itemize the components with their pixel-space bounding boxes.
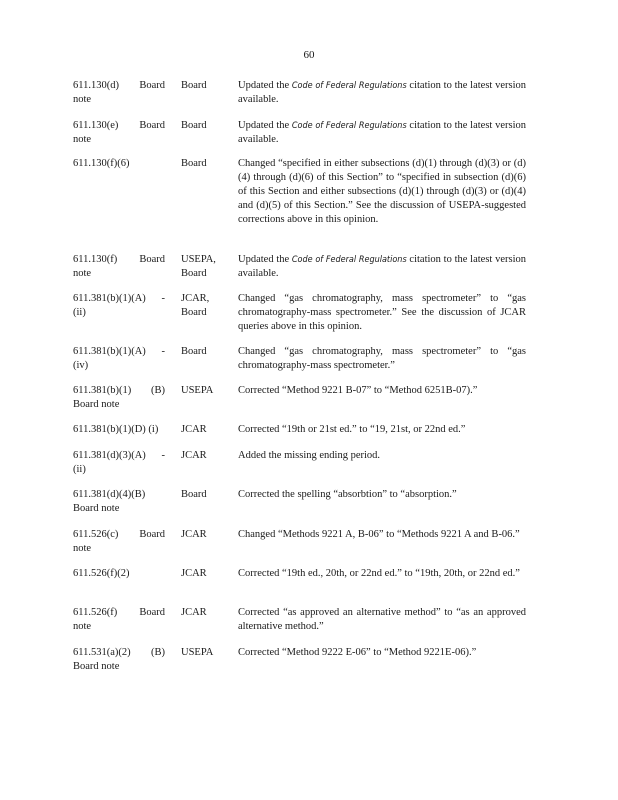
change-text-tail: citation to the latest version available.	[238, 254, 526, 279]
source-cell: JCAR	[181, 450, 207, 461]
change-cell	[238, 646, 526, 660]
change-cell	[238, 157, 526, 227]
change-text: Changed “specified in either subsections (d)(1) through (d)(3) or (d)(4) through (d)(6) of this Section” to “specified in subsection (d)(6) of this Section and either subsections (d)(1) through (d)(3) or (d)(4) and (d)(5) of this Section.” See the discussion of USEPA-suggested corrections above in this opinion.	[238, 158, 526, 225]
source-cell: JCAR	[181, 424, 207, 435]
change-cell	[238, 79, 526, 107]
source-cell: Board	[181, 80, 207, 91]
source-cell: JCAR, Board	[181, 293, 210, 318]
change-text: Corrected “Method 9222 E-06” to “Method 9221E-06).”	[238, 647, 477, 658]
page-number: 60	[303, 49, 315, 61]
change-cell	[238, 384, 526, 398]
section-cell: 611.381(d)(4)(B) Board note	[73, 489, 146, 514]
source-cell: USEPA	[181, 647, 214, 658]
change-text-tail: citation to the latest version available.	[238, 80, 526, 105]
section-cell: 611.130(d) Board note	[73, 80, 165, 105]
change-text: Added the missing ending period.	[238, 450, 381, 461]
change-cell	[238, 119, 526, 147]
section-cell: 611.526(c) Board note	[73, 529, 165, 554]
section-cell: 611.381(d)(3)(A) - (ii)	[73, 450, 165, 475]
change-text: Corrected the spelling “absorbtion” to “absorption.”	[238, 489, 457, 500]
change-text: Updated the	[238, 80, 292, 91]
change-cell	[238, 449, 526, 463]
cfr-citation: Code of Federal Regulations	[291, 255, 407, 265]
source-cell: USEPA, Board	[181, 254, 216, 279]
section-cell: 611.526(f)(2)	[73, 568, 130, 579]
source-cell: USEPA	[181, 385, 214, 396]
change-text: Updated the	[238, 120, 292, 131]
source-cell: Board	[181, 120, 207, 131]
change-cell	[238, 488, 526, 502]
change-text: Updated the	[238, 254, 292, 265]
change-text: Corrected “19th or 21st ed.” to “19, 21st, or 22nd ed.”	[238, 424, 466, 435]
change-text: Changed “gas chromatography, mass spectrometer” to “gas chromatography-mass spectrometer.”	[238, 346, 526, 371]
change-text: Corrected “Method 9221 B-07” to “Method 6251B-07).”	[238, 385, 478, 396]
source-cell: JCAR	[181, 568, 207, 579]
source-cell: JCAR	[181, 529, 207, 540]
section-cell: 611.526(f) Board note	[73, 607, 165, 632]
change-text-tail: citation to the latest version available.	[238, 120, 526, 145]
change-cell	[238, 345, 526, 373]
section-cell: 611.531(a)(2) (B) Board note	[73, 647, 165, 672]
change-text: Changed “Methods 9221 A, B-06” to “Methods 9221 A and B-06.”	[238, 529, 520, 540]
change-text: Changed “gas chromatography, mass spectrometer” to “gas chromatography-mass spectrometer.” See the discussion of JCAR queries above in this opinion.	[238, 293, 526, 332]
section-cell: 611.381(b)(1)(A) - (ii)	[73, 293, 165, 318]
section-cell: 611.130(f) Board note	[73, 254, 165, 279]
source-cell: Board	[181, 158, 207, 169]
change-cell	[238, 423, 526, 437]
source-cell: JCAR	[181, 607, 207, 618]
source-cell: Board	[181, 489, 207, 500]
change-text: Corrected “19th ed., 20th, or 22nd ed.” to “19th, 20th, or 22nd ed.”	[238, 568, 520, 579]
section-cell: 611.381(b)(1) (B) Board note	[73, 385, 165, 410]
change-cell	[238, 528, 526, 542]
section-cell: 611.130(f)(6)	[73, 158, 130, 169]
section-cell: 611.130(e) Board note	[73, 120, 165, 145]
source-cell: Board	[181, 346, 207, 357]
change-cell	[238, 253, 526, 281]
cfr-citation: Code of Federal Regulations	[291, 81, 407, 91]
change-cell	[238, 567, 526, 581]
change-cell	[238, 606, 526, 634]
cfr-citation: Code of Federal Regulations	[291, 121, 407, 131]
section-cell: 611.381(b)(1)(D) (i)	[73, 424, 159, 435]
change-cell	[238, 292, 526, 334]
change-text: Corrected “as approved an alternative method” to “as an approved alternative method.”	[238, 607, 526, 632]
section-cell: 611.381(b)(1)(A) - (iv)	[73, 346, 165, 371]
